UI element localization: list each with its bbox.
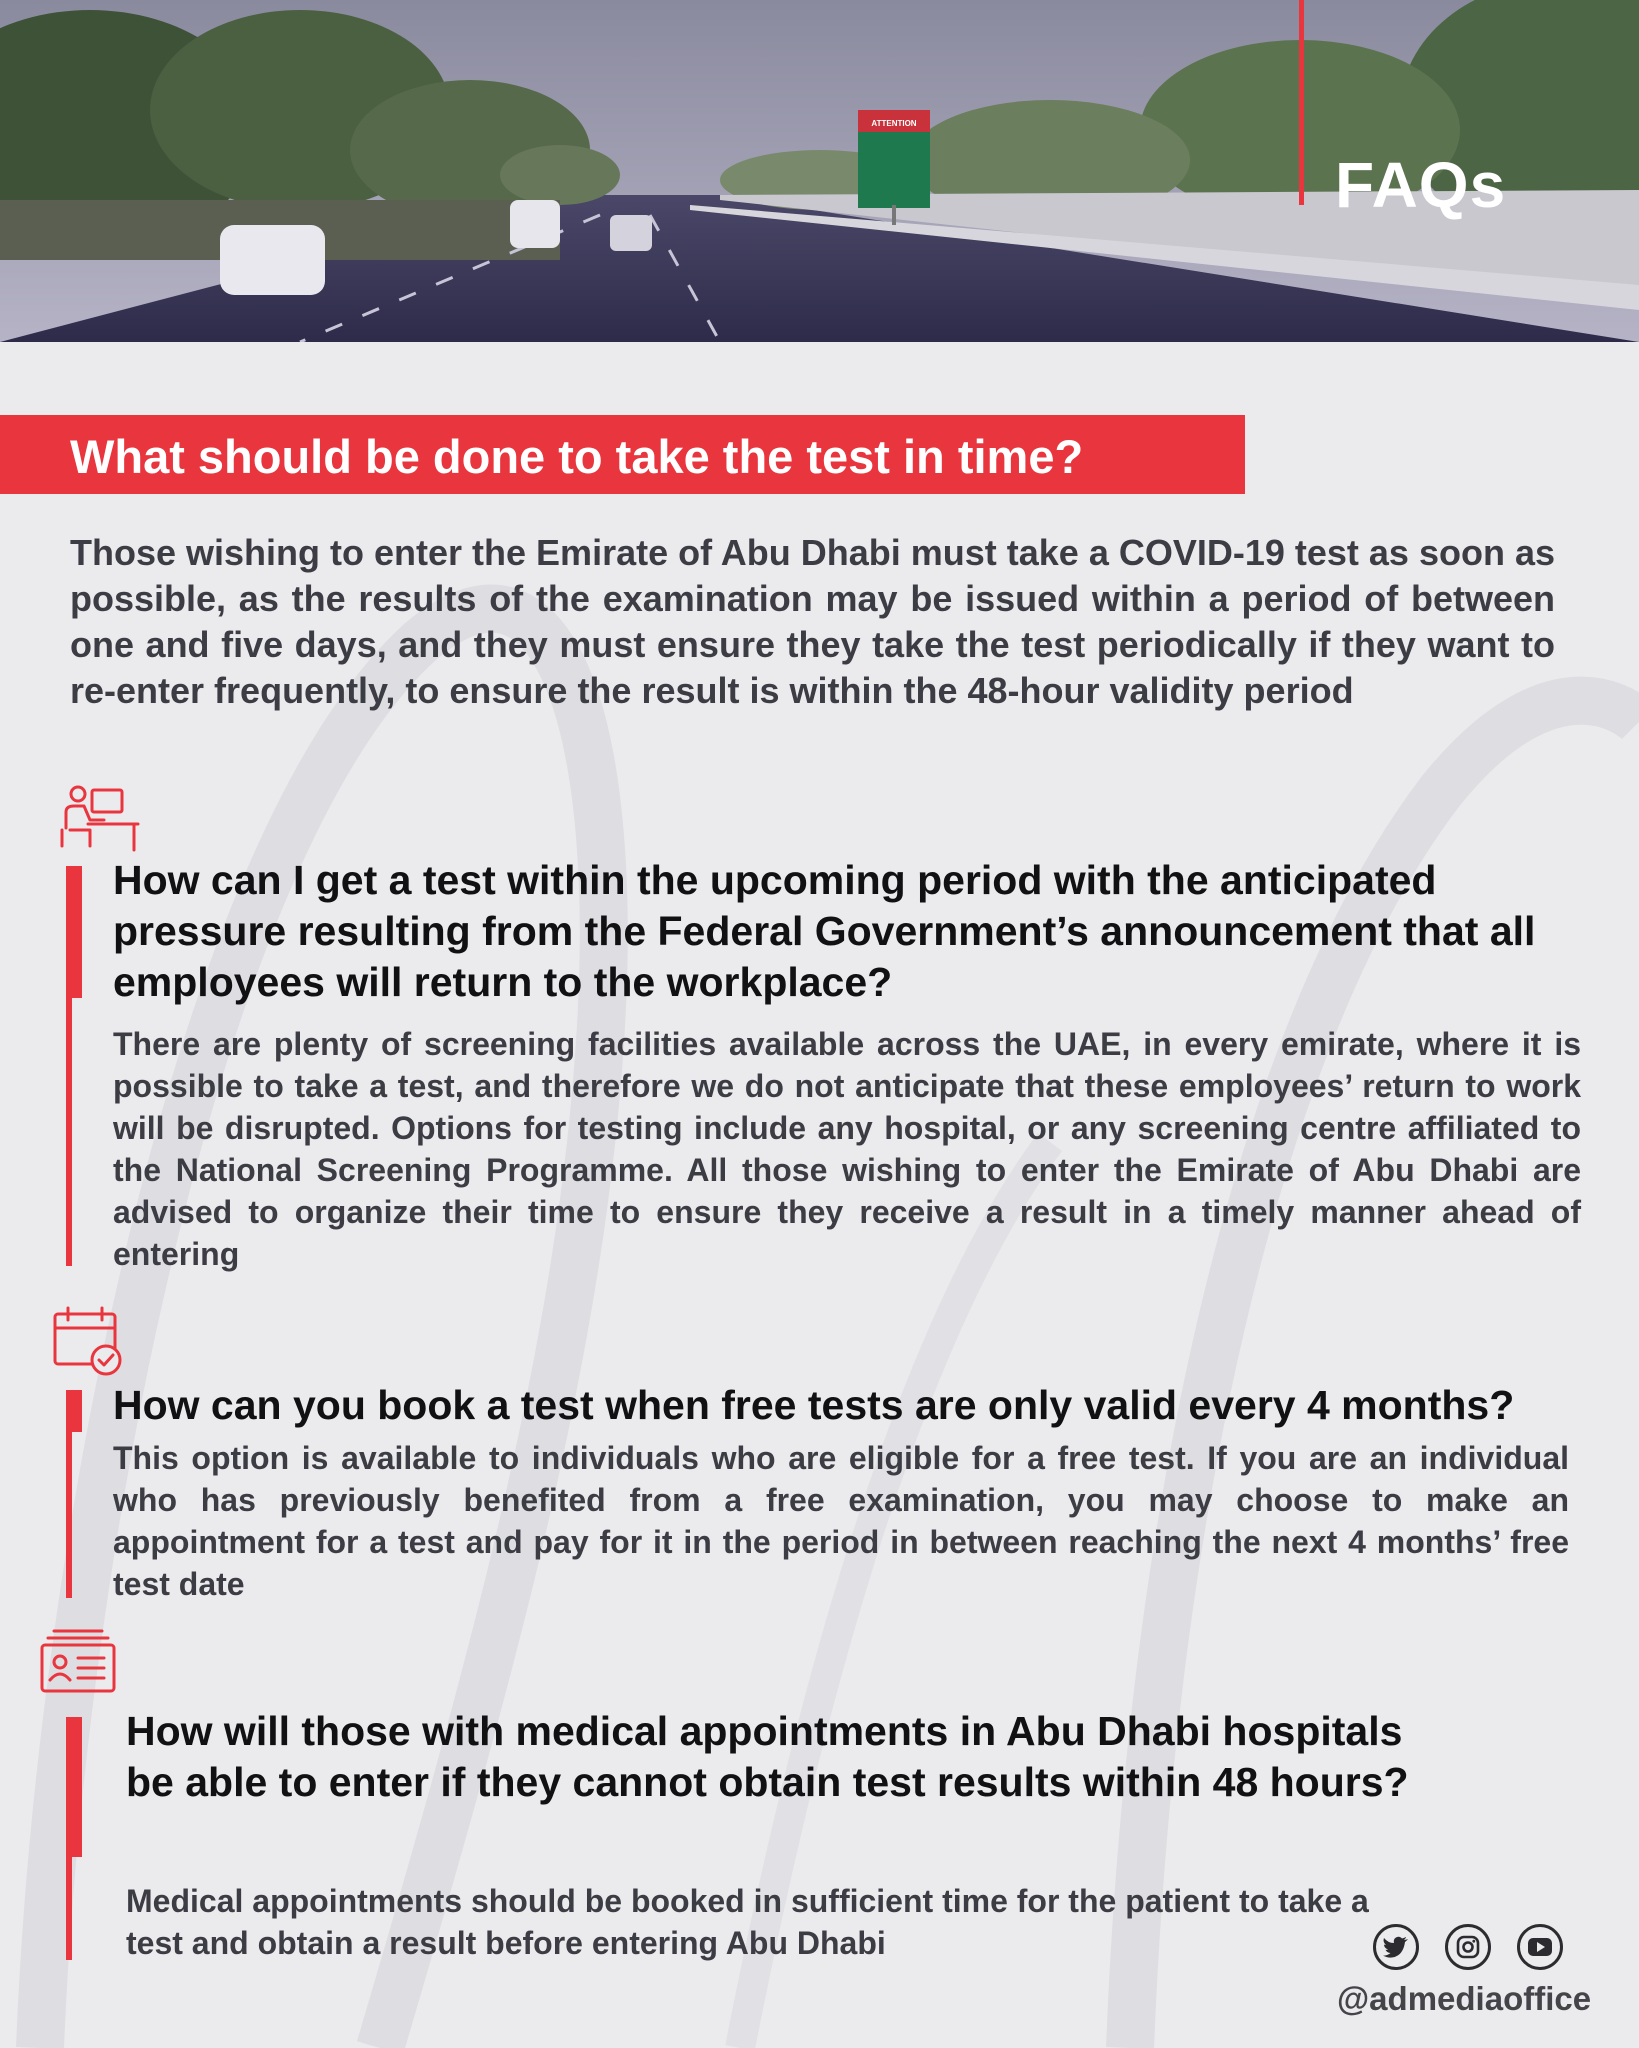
- section-3-accent-bar: [66, 1717, 72, 1960]
- social-links: [1373, 1924, 1563, 1970]
- main-question: What should be done to take the test in time?: [70, 430, 1084, 483]
- car: [220, 225, 325, 295]
- car: [610, 215, 652, 251]
- road-sign-text: ATTENTION: [871, 119, 917, 128]
- section-2-question: How can you book a test when free tests are only valid every 4 months?: [113, 1382, 1515, 1428]
- header-photo: [0, 0, 1639, 342]
- page-title: FAQs: [1335, 149, 1507, 221]
- youtube-icon[interactable]: [1517, 1924, 1563, 1970]
- section-2-accent-bar: [66, 1390, 72, 1598]
- instagram-icon[interactable]: [1445, 1924, 1491, 1970]
- office-worker-icon: [60, 784, 140, 854]
- section-1-question: How can I get a test within the upcoming period with the anticipated pressure resulting from the Federal Government’s announcement that all employees will return to the workplace?: [113, 857, 1536, 1005]
- social-handle[interactable]: @admediaoffice: [1337, 1980, 1592, 2017]
- calendar-check-icon: [52, 1306, 126, 1376]
- title-accent-line: [1299, 0, 1304, 205]
- section-3-question: How will those with medical appointments in Abu Dhabi hospitals be able to enter if they cannot obtain test results within 48 hours?: [126, 1708, 1409, 1805]
- section-3-answer: Medical appointments should be booked in sufficient time for the patient to take a test and obtain a result before entering Abu Dhabi: [126, 1883, 1369, 1961]
- car: [510, 200, 560, 248]
- intro-answer: Those wishing to enter the Emirate of Abu Dhabi must take a COVID-19 test as soon as possible, as the results of the examination may be issued within a period of between one and five days, and they must ensure they take the test periodically if they want to re-enter frequently, to ensure the result is within the 48-hour validity period: [70, 532, 1555, 711]
- twitter-icon[interactable]: [1373, 1924, 1419, 1970]
- section-2-answer: This option is available to individuals who are eligible for a free test. If you are an individual who has previously benefited from a free examination, you may choose to make an appointment for a test and pay for it in the period in between reaching the next 4 months’ free test date: [113, 1440, 1569, 1602]
- main-question-banner: [0, 415, 1245, 494]
- section-1-answer: There are plenty of screening facilities available across the UAE, in every emirate, where it is possible to take a test, and therefore we do not anticipate that these employees’ return to work will be disrupted. Options for testing include any hospital, or any screening centre affiliated to the National Screening Programme. All those wishing to enter the Emirate of Abu Dhabi are advised to organize their time to ensure they receive a result in a timely manner ahead of entering: [113, 1026, 1581, 1272]
- section-1-accent-bar: [66, 866, 72, 1266]
- id-card-icon: [40, 1628, 116, 1694]
